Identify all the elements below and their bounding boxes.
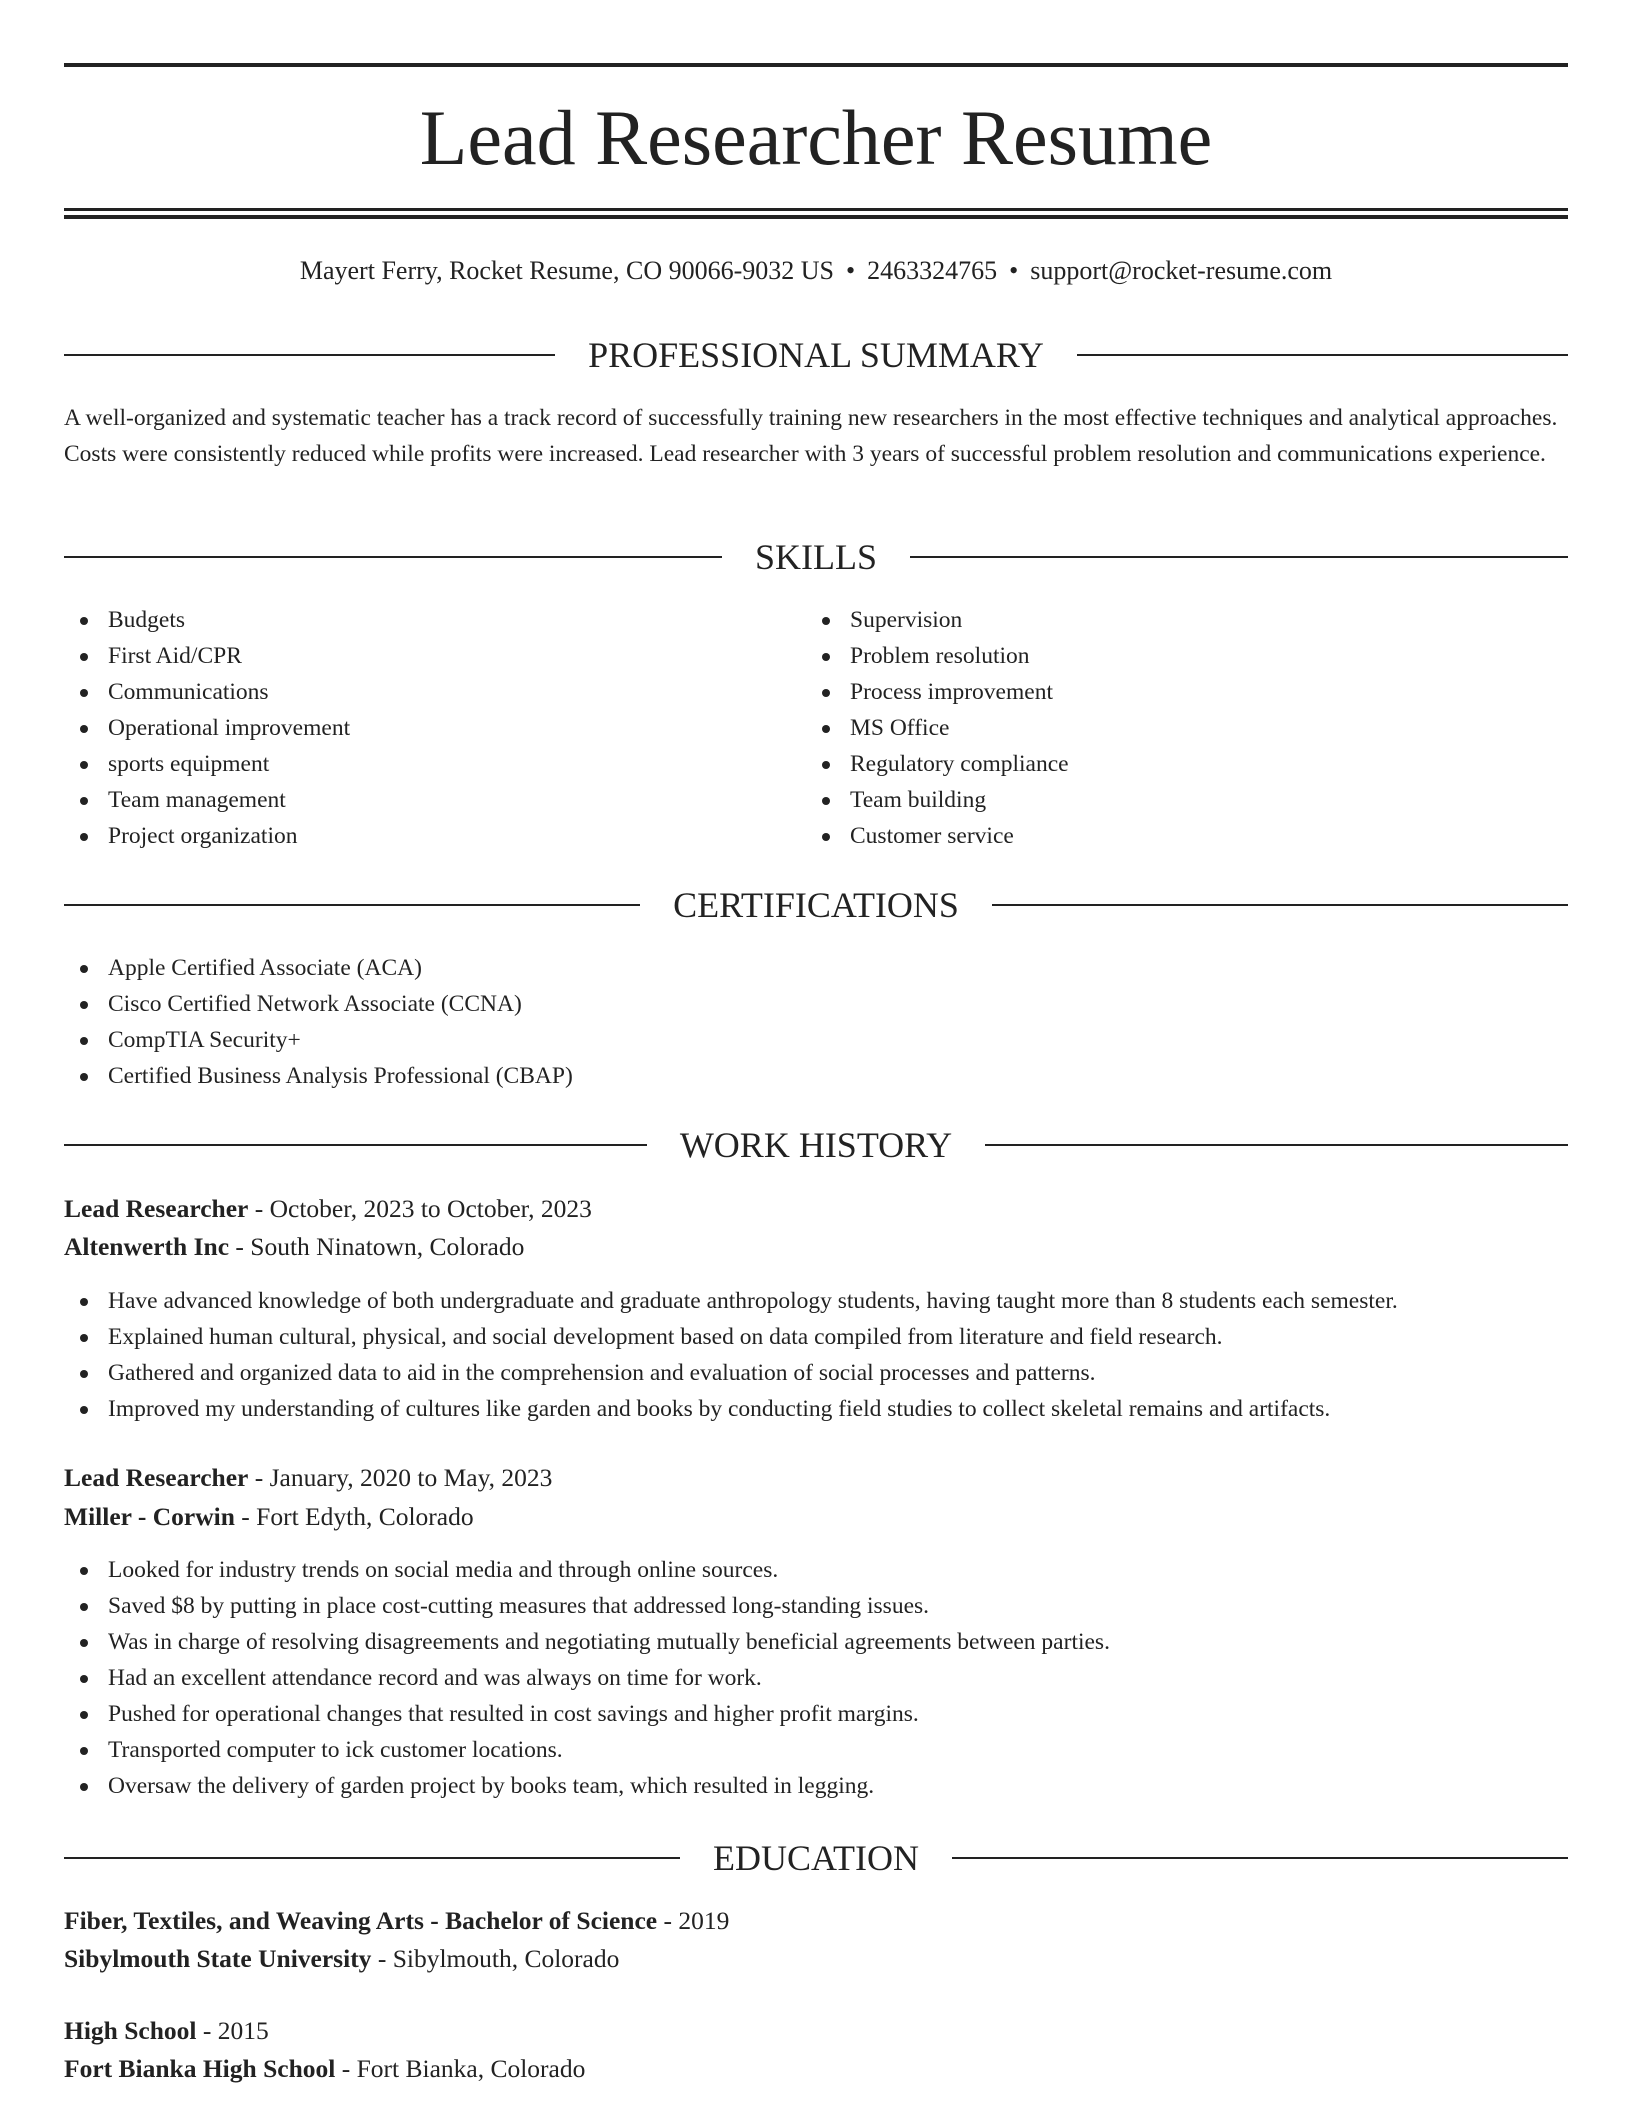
skill-item: Process improvement	[806, 674, 1506, 710]
skill-item: sports equipment	[64, 746, 764, 782]
job-title-line: Lead Researcher - October, 2023 to October, 2023	[64, 1194, 592, 1223]
skill-item: Supervision	[806, 602, 1506, 638]
heading-rule	[64, 354, 555, 356]
job-bullet: Saved $8 by putting in place cost-cutting measures that addressed long-standing issues.	[64, 1588, 1568, 1624]
job-bullet: Have advanced knowledge of both undergraduate and graduate anthropology students, having taught more than 8 students each semester.	[64, 1283, 1568, 1319]
education-location: Fort Bianka, Colorado	[356, 2054, 586, 2083]
heading-rule	[64, 904, 640, 906]
education-school: Sibylmouth State University	[64, 1944, 372, 1973]
job-company-line: Altenwerth Inc - South Ninatown, Colorado	[64, 1232, 525, 1261]
job-dates: October, 2023 to October, 2023	[269, 1194, 592, 1223]
section-title: PROFESSIONAL SUMMARY	[588, 335, 1044, 375]
job-bullet: Gathered and organized data to aid in the comprehension and evaluation of social processes and patterns.	[64, 1355, 1568, 1391]
skill-item: Budgets	[64, 602, 764, 638]
certification-item: CompTIA Security+	[64, 1022, 1464, 1058]
job-bullet: Had an excellent attendance record and was always on time for work.	[64, 1660, 1568, 1696]
contact-phone: 2463324765	[867, 256, 998, 285]
skill-item: Operational improvement	[64, 710, 764, 746]
heading-rule	[64, 1857, 680, 1859]
education-school-line: Fort Bianka High School - Fort Bianka, Colorado	[64, 2054, 586, 2083]
job-location: South Ninatown, Colorado	[250, 1232, 525, 1261]
skill-item: Regulatory compliance	[806, 746, 1506, 782]
job-company: Miller - Corwin	[64, 1502, 235, 1531]
skill-item: Team building	[806, 782, 1506, 818]
section-title: WORK HISTORY	[679, 1125, 953, 1165]
skill-item: Communications	[64, 674, 764, 710]
heading-rule	[985, 1144, 1568, 1146]
job-title: Lead Researcher	[64, 1194, 249, 1223]
skills-list-right	[806, 602, 1506, 854]
heading-rule	[952, 1857, 1568, 1859]
job-company: Altenwerth Inc	[64, 1232, 230, 1261]
job-title: Lead Researcher	[64, 1463, 249, 1492]
job-bullet: Oversaw the delivery of garden project by books team, which resulted in legging.	[64, 1768, 1568, 1804]
section-heading-education	[64, 1836, 1568, 1880]
heading-rule	[64, 556, 722, 558]
education-degree-line: Fiber, Textiles, and Weaving Arts - Bachelor of Science - 2019	[64, 1906, 730, 1935]
contact-address: Mayert Ferry, Rocket Resume, CO 90066-9032 US	[299, 256, 834, 285]
heading-rule	[910, 556, 1568, 558]
education-degree: Fiber, Textiles, and Weaving Arts - Bachelor of Science	[64, 1906, 658, 1935]
job-title-line: Lead Researcher - January, 2020 to May, 2023	[64, 1463, 553, 1492]
contact-separator: •	[846, 256, 856, 285]
skill-item: Team management	[64, 782, 764, 818]
summary-text: A well-organized and systematic teacher has a track record of successfully training new researchers in the most effective techniques and analytical approaches. Costs were consistently reduced while profits were increased. Lead researcher with 3 years of successful problem resolution and communications experience.	[64, 405, 1558, 467]
page-title: Lead Researcher Resume	[419, 94, 1213, 181]
section-heading-certifications	[64, 883, 1568, 927]
header-top-rule	[64, 63, 1568, 67]
contact-email: support@rocket-resume.com	[1030, 256, 1333, 285]
job-bullet: Explained human cultural, physical, and social development based on data compiled from literature and field research.	[64, 1319, 1568, 1355]
heading-rule	[64, 1144, 647, 1146]
education-degree: High School	[64, 2016, 197, 2045]
education-year: 2015	[217, 2016, 269, 2045]
contact-line	[64, 254, 1568, 288]
job-location: Fort Edyth, Colorado	[256, 1502, 474, 1531]
education-school: Fort Bianka High School	[64, 2054, 336, 2083]
section-title: CERTIFICATIONS	[673, 885, 959, 925]
heading-rule	[1077, 354, 1568, 356]
certification-item: Certified Business Analysis Professional (CBAP)	[64, 1058, 1464, 1094]
job-bullets	[64, 1283, 1568, 1427]
certification-item: Apple Certified Associate (ACA)	[64, 950, 1464, 986]
skill-item: Customer service	[806, 818, 1506, 854]
contact-separator: •	[1009, 256, 1019, 285]
job-company-line: Miller - Corwin - Fort Edyth, Colorado	[64, 1502, 474, 1531]
education-school-line: Sibylmouth State University - Sibylmouth, Colorado	[64, 1944, 620, 1973]
heading-rule	[992, 904, 1568, 906]
section-heading-work-history	[64, 1123, 1568, 1167]
section-heading-skills	[64, 535, 1568, 579]
education-degree-line: High School - 2015	[64, 2016, 269, 2045]
skill-item: First Aid/CPR	[64, 638, 764, 674]
skill-item: Project organization	[64, 818, 764, 854]
job-bullet: Transported computer to ick customer locations.	[64, 1732, 1568, 1768]
skill-item: Problem resolution	[806, 638, 1506, 674]
section-title: EDUCATION	[713, 1838, 919, 1878]
job-bullets	[64, 1552, 1568, 1804]
job-dates: January, 2020 to May, 2023	[269, 1463, 553, 1492]
job-bullet: Pushed for operational changes that resulted in cost savings and higher profit margins.	[64, 1696, 1568, 1732]
section-heading-summary	[64, 333, 1568, 377]
education-year: 2019	[678, 1906, 730, 1935]
skills-list-left	[64, 602, 764, 854]
certifications-list	[64, 950, 1464, 1094]
education-location: Sibylmouth, Colorado	[392, 1944, 620, 1973]
certification-item: Cisco Certified Network Associate (CCNA)	[64, 986, 1464, 1022]
section-title: SKILLS	[755, 537, 878, 577]
job-bullet: Improved my understanding of cultures like garden and books by conducting field studies to collect skeletal remains and artifacts.	[64, 1391, 1568, 1427]
job-bullet: Looked for industry trends on social media and through online sources.	[64, 1552, 1568, 1588]
skill-item: MS Office	[806, 710, 1506, 746]
header-rule-lower	[64, 215, 1568, 219]
job-bullet: Was in charge of resolving disagreements and negotiating mutually beneficial agreements between parties.	[64, 1624, 1568, 1660]
header-rule-upper	[64, 208, 1568, 211]
